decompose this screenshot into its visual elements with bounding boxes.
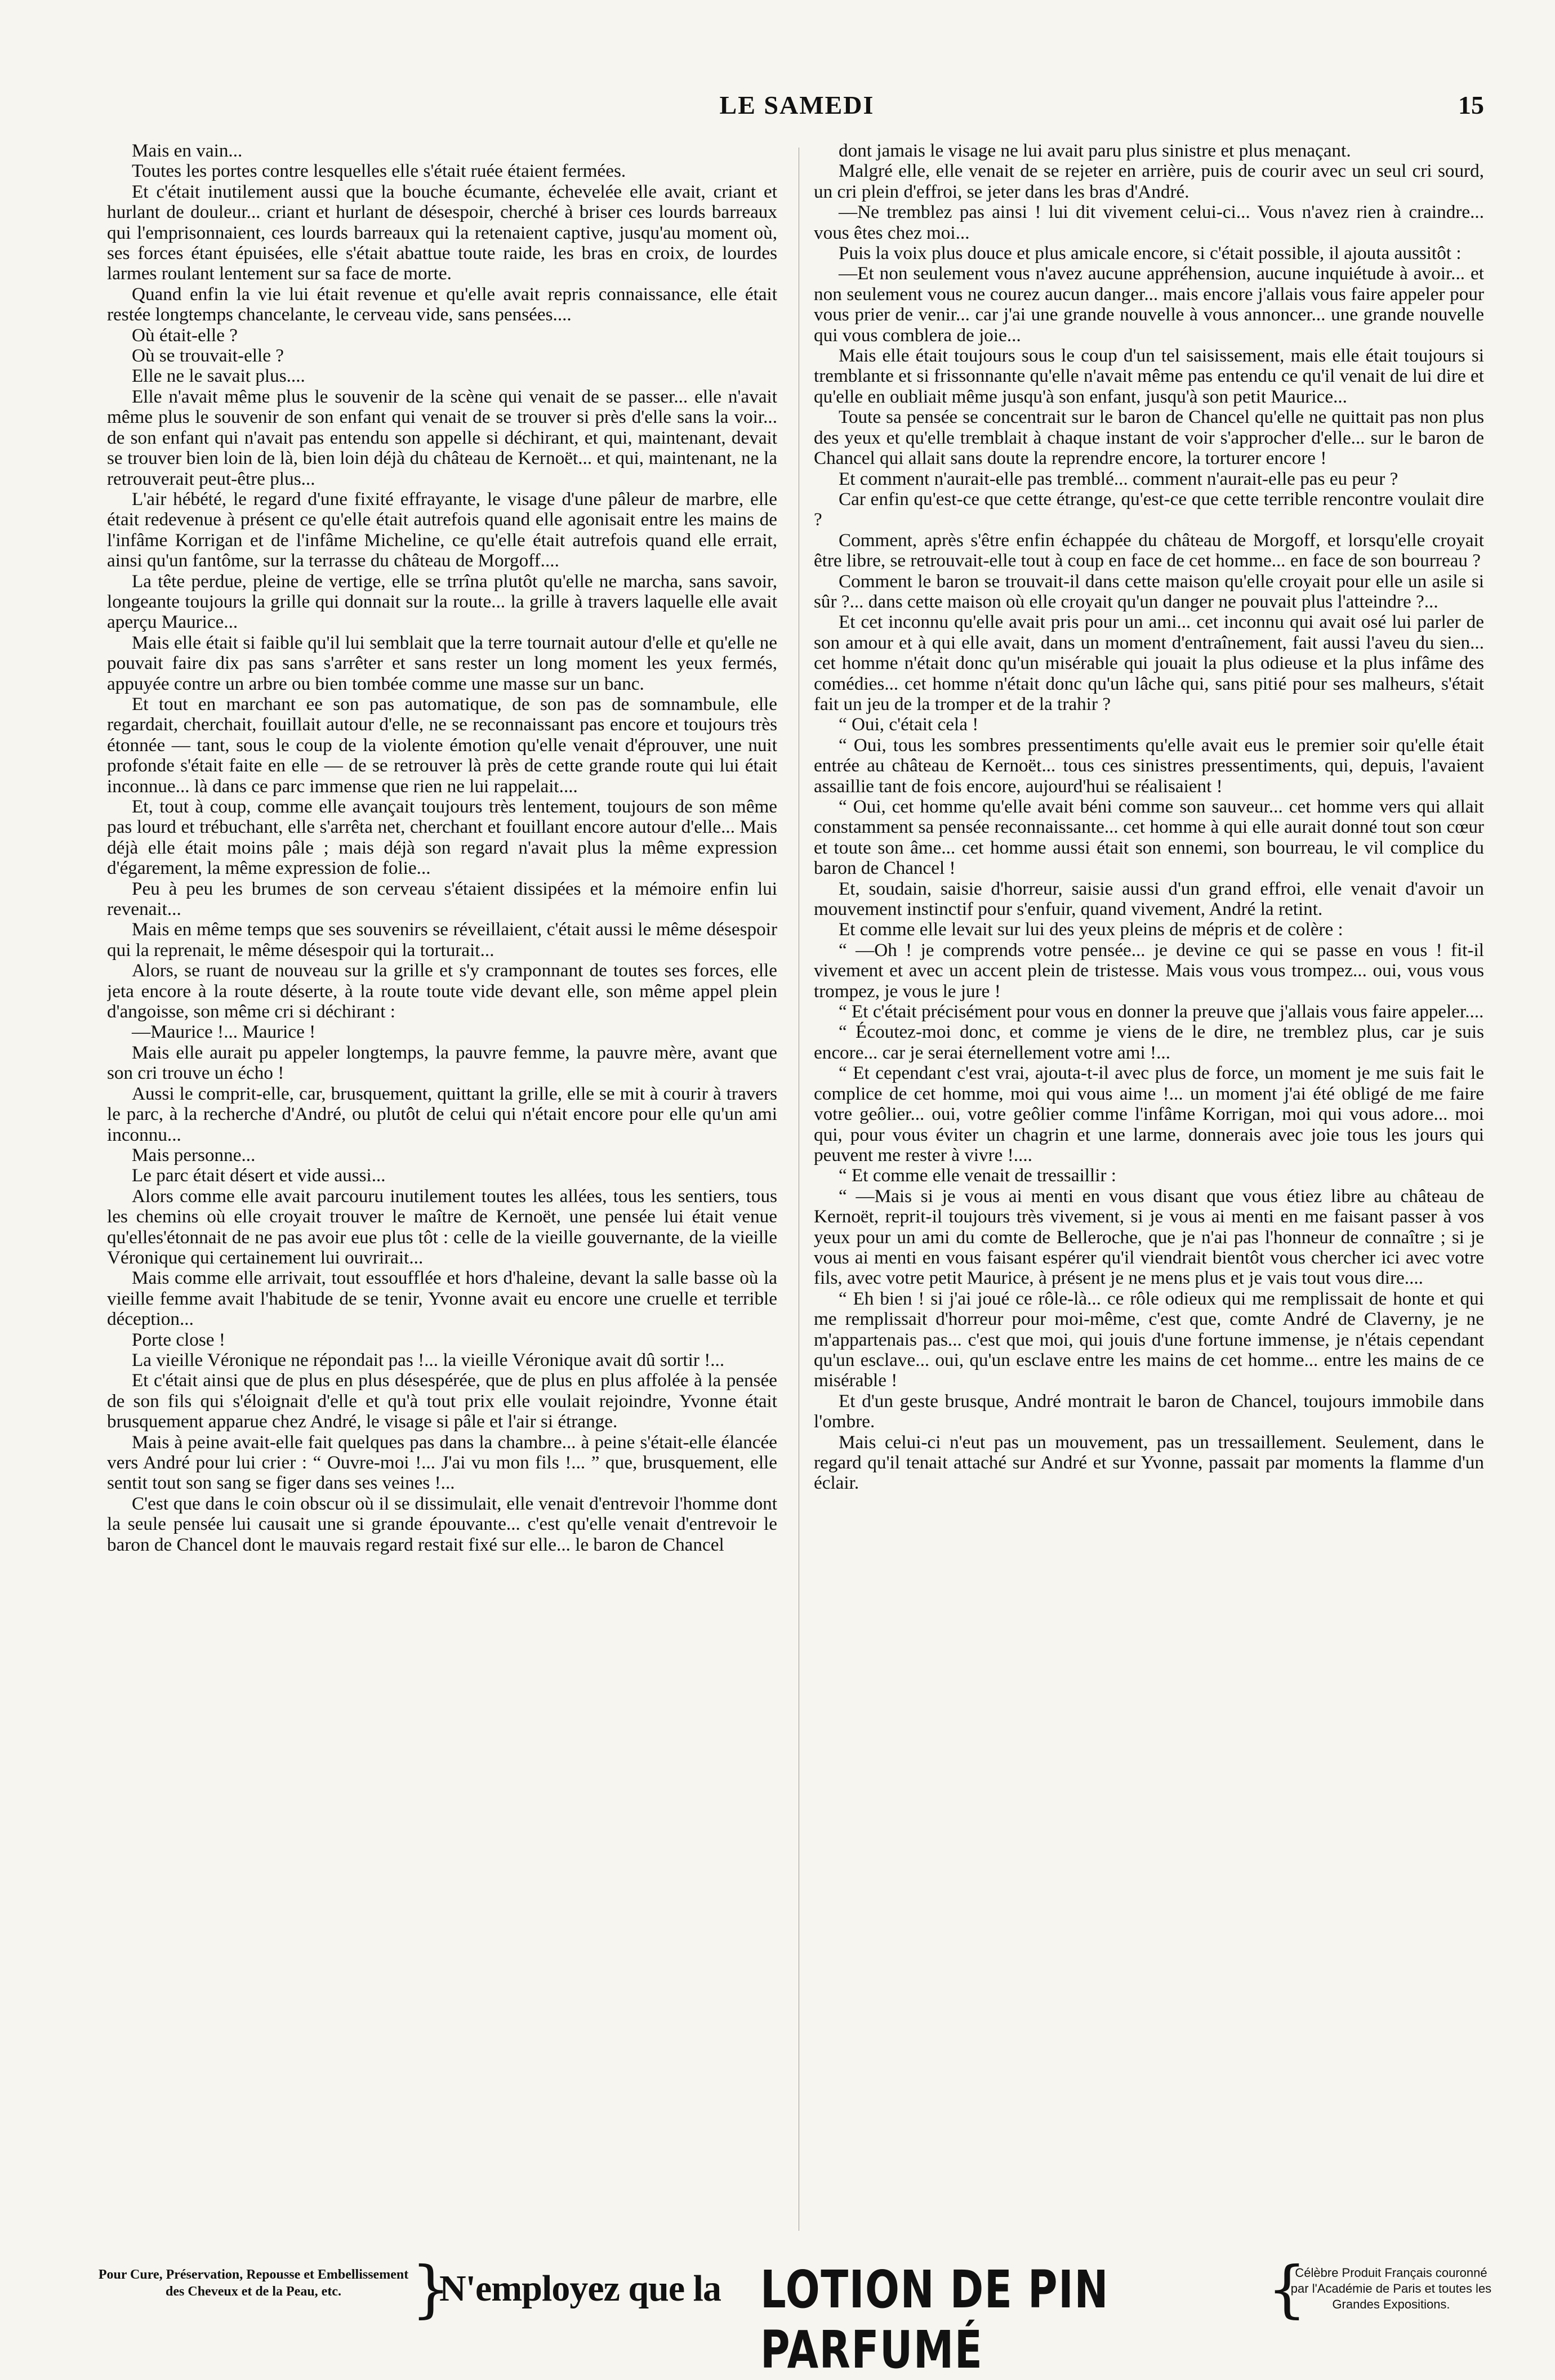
paragraph: Et c'était inutilement aussi que la bouche écumante, échevelée elle avait, criant et hurlant de douleur... criant et hurlant de désespoir, cherché à briser ces lourds barreaux qui l'emprisonnaient, ces lourds barreaux qui la retenaient captive, jusqu'au moment où, ses forces étant épuisées, elle s'était abattue toute raide, les bras en croix, de lourdes larmes roulant lentement sur sa face de morte. bbox=[107, 181, 777, 284]
ad-product-name: LOTION DE PIN PARFUMÉ bbox=[760, 2260, 1110, 2380]
right-text-column bbox=[814, 141, 1484, 2224]
paragraph: —Maurice !... Maurice ! bbox=[132, 1021, 316, 1043]
paragraph: Mais elle était toujours sous le coup d'un tel saisissement, mais elle était toujours si tremblante et si frissonnante qu'elle n'avait même pas entendu ce qu'il venait de lui dire et qu'elle en oubliait même jusqu'à son enfant, jusqu'à son petit Maurice... bbox=[814, 345, 1484, 407]
journal-title: LE SAMEDI bbox=[719, 91, 875, 119]
ad-left-brace: } bbox=[411, 2253, 451, 2325]
ad-right-brace: { bbox=[1267, 2253, 1307, 2325]
paragraph: “ Eh bien ! si j'ai joué ce rôle-là... ce rôle odieux qui me remplissait de honte et qui me remplissait d'horreur pour moi-même, c'est que, comte André de Claverny, je ne m'appartenais pas... c'est que moi, qui jouis d'une fortune immense, je n'étais cependant qu'un esclave... oui, qu'un esclave entre les mains de cet homme... entre les mains de ce misérable ! bbox=[814, 1288, 1484, 1391]
paragraph: Mais en même temps que ses souvenirs se réveillaient, c'était aussi le même désespoir qui la reprenait, le même désespoir qui la torturait... bbox=[107, 919, 777, 961]
paragraph: “ Écoutez-moi donc, et comme je viens de le dire, ne tremblez plus, car je suis encore... car je serai éternellement votre ami !... bbox=[814, 1021, 1484, 1063]
ad-slogan: N'employez que la bbox=[439, 2268, 721, 2309]
paragraph: Peu à peu les brumes de son cerveau s'étaient dissipées et la mémoire enfin lui revenait... bbox=[107, 878, 777, 920]
paragraph: “ Oui, tous les sombres pressentiments qu'elle avait eus le premier soir qu'elle était entrée au château de Kernoët... tous ces sinistres pressentiments, qui, depuis, l'avaient assaillie tant de fois encore, aujourd'hui se réalisaient ! bbox=[814, 734, 1484, 797]
paragraph: Et, tout à coup, comme elle avançait toujours très lentement, toujours de son même pas lourd et trébuchant, elle s'arrêta net, cherchant et fouillant encore autour d'elle... Mais déjà elle était moins pâle ; mais déjà son regard n'avait plus la même expression d'égarement, la même expression de folie... bbox=[107, 796, 777, 879]
paragraph: dont jamais le visage ne lui avait paru plus sinistre et plus menaçant. bbox=[839, 141, 1351, 161]
paragraph: La tête perdue, pleine de vertige, elle se trrîna plutôt qu'elle ne marcha, sans savoir, longeante toujours la grille qui donnait sur la route... la grille à travers laquelle elle avait aperçu Maurice... bbox=[107, 570, 777, 633]
paragraph: La vieille Véronique ne répondait pas !... la vieille Véronique avait dû sortir !... bbox=[132, 1349, 725, 1370]
paragraph: Mais celui-ci n'eut pas un mouvement, pas un tressaillement. Seulement, dans le regard qu'il tenait attaché sur André et sur Yvonne, passait par moments la flamme d'un éclair. bbox=[814, 1431, 1484, 1494]
paragraph: Car enfin qu'est-ce que cette étrange, qu'est-ce que cette terrible rencontre voulait dire ? bbox=[814, 488, 1484, 530]
page-number: 15 bbox=[1458, 91, 1484, 119]
paragraph: Alors, se ruant de nouveau sur la grille et s'y cramponnant de toutes ses forces, elle jeta encore à la route déserte, à la route toute vide devant elle, son même appel plein d'angoisse, son même cri si déchirant : bbox=[107, 960, 777, 1022]
advertisement-banner bbox=[96, 2253, 1492, 2380]
paragraph: Porte close ! bbox=[132, 1329, 225, 1350]
paragraph: Toute sa pensée se concentrait sur le baron de Chancel qu'elle ne quittait pas non plus des yeux et qu'elle tremblait à chaque instant de voir s'approcher d'elle... sur le baron de Chancel qui allait sans doute la reprendre encore, la torturer encore ! bbox=[814, 407, 1484, 469]
ad-right-text: Célèbre Produit Français couronné par l'Académie de Paris et toutes les Grandes Expositions. bbox=[1290, 2266, 1492, 2311]
paragraph: Elle n'avait même plus le souvenir de la scène qui venait de se passer... elle n'avait même plus le souvenir de son enfant qui venait de se trouver si près d'elle sans la voir... de son enfant qui n'avait pas entendu son appelle si déchirant, et qui, maintenant, devait se trouver bien loin de là, bien loin déjà du château de Kernoët... et qui, maintenant, ne la retrouverait peut-être plus... bbox=[107, 386, 777, 489]
paragraph: Elle ne le savait plus.... bbox=[132, 365, 305, 387]
paragraph: Mais elle aurait pu appeler longtemps, la pauvre femme, la pauvre mère, avant que son cri trouve un écho ! bbox=[107, 1042, 777, 1084]
paragraph: Et, soudain, saisie d'horreur, saisie aussi d'un grand effroi, elle venait d'avoir un mouvement instinctif pour s'enfuir, quand vivement, André la retint. bbox=[814, 878, 1484, 920]
paragraph: Où était-elle ? bbox=[132, 324, 238, 346]
paragraph: “ Et c'était précisément pour vous en donner la preuve que j'allais vous faire appeler.... bbox=[839, 1001, 1484, 1022]
left-text-column bbox=[107, 141, 777, 2224]
paragraph: Et cet inconnu qu'elle avait pris pour un ami... cet inconnu qui avait osé lui parler de son amour et à qui elle avait, dans un moment d'entraînement, fait aussi l'aveu du sien... cet homme n'était donc qu'un misérable qui jouait la plus odieuse et la plus infâme des comédies... cet homme n'était donc qu'un lâche qui, sans pitié pour ses malheurs, s'était fait un jeu de la tromper et de la trahir ? bbox=[814, 611, 1484, 715]
paragraph: L'air hébété, le regard d'une fixité effrayante, le visage d'une pâleur de marbre, elle était redevenue à présent ce qu'elle était autrefois quand elle agonisait entre les mains de l'infâme Korrigan et de l'infâme Micheline, ce qu'elle était autrefois quand elle errait, ainsi qu'un fantôme, sur la terrasse du château de Morgoff.... bbox=[107, 488, 777, 571]
paragraph: Mais en vain... bbox=[132, 141, 243, 161]
paragraph: “ Oui, cet homme qu'elle avait béni comme son sauveur... cet homme vers qui allait constamment sa pensée reconnaissante... cet homme à qui elle aurait donné tout son cœur et toute son âme... cet homme aussi était son ennemi, son bourreau, le vil complice du baron de Chancel ! bbox=[814, 796, 1484, 879]
paragraph: Aussi le comprit-elle, car, brusquement, quittant la grille, elle se mit à courir à travers le parc, à la recherche d'André, ou plutôt de celui qui n'était encore pour elle qu'un ami inconnu... bbox=[107, 1083, 777, 1145]
ad-left-text: Pour Cure, Préservation, Repousse et Embellissement des Cheveux et de la Peau, etc. bbox=[98, 2267, 409, 2299]
paragraph: Et tout en marchant ee son pas automatique, de son pas de somnambule, elle regardait, cherchait, fouillait autour d'elle, ne se reconnaissant pas encore et toujours très étonnée — tant, sous le coup de la violente émotion qu'elle venait d'éprouver, une nuit profonde s'était faite en elle — de se retrouver là près de cette grande route qui lui était inconnue... là dans ce parc immense que rien ne lui rappelait.... bbox=[107, 693, 777, 797]
paragraph: “ —Mais si je vous ai menti en vous disant que vous étiez libre au château de Kernoët, reprit-il toujours très vivement, si je vous ai menti en me faisant passer à vos yeux pour un ami du comte de Belleroche, que je n'ai pas l'honneur de connaître ; si je vous ai menti en vous faisant espérer qu'il viendrait bientôt vous chercher ici avec votre fils, avec votre petit Maurice, à présent je ne mens plus et je vais tout vous dire.... bbox=[814, 1185, 1484, 1289]
paragraph: Quand enfin la vie lui était revenue et qu'elle avait repris connaissance, elle était restée longtemps chancelante, le cerveau vide, sans pensées.... bbox=[107, 283, 777, 325]
paragraph: “ Et cependant c'est vrai, ajouta-t-il avec plus de force, un moment je me suis fait le complice de cet homme, moi qui vous aime !... un moment j'ai été obligé de me faire votre geôlier... oui, votre geôlier comme l'infâme Korrigan, moi qui vous adore... moi qui, pour vous éviter un chagrin et une larme, donnerais avec joie tous les jours qui peuvent me rester à vivre !.... bbox=[814, 1062, 1484, 1166]
paragraph: Puis la voix plus douce et plus amicale encore, si c'était possible, il ajouta aussitôt : bbox=[839, 243, 1462, 264]
paragraph: Alors comme elle avait parcouru inutilement toutes les allées, tous les sentiers, tous les chemins où elle croyait trouver le maître de Kernoët, une pensée lui était venue qu'elles'étonnait de ne pas avoir eue plus tôt : celle de la vieille gouvernante, de la vieille Véronique qui certainement lui ouvrirait... bbox=[107, 1185, 777, 1268]
paragraph: C'est que dans le coin obscur où il se dissimulait, elle venait d'entrevoir l'homme dont la seule pensée lui causait une si grande épouvante... c'est qu'elle venait d'entrevoir le baron de Chancel dont le mauvais regard restait fixé sur elle... le baron de Chancel bbox=[107, 1493, 777, 1555]
paragraph: Mais à peine avait-elle fait quelques pas dans la chambre... à peine s'était-elle élancée vers André pour lui crier : “ Ouvre-moi !... J'ai vu mon fils !... ” que, brusquement, elle sentit tout son sang se figer dans ses veines !... bbox=[107, 1431, 777, 1494]
paragraph: Malgré elle, elle venait de se rejeter en arrière, puis de courir avec un seul cri sourd, un cri plein d'effroi, se jeter dans les bras d'André. bbox=[814, 160, 1484, 202]
paragraph: “ —Oh ! je comprends votre pensée... je devine ce qui se passe en vous ! fit-il vivement et avec un accent plein de tristesse. Mais vous vous trompez... oui, vous vous trompez, je vous le jure ! bbox=[814, 939, 1484, 1002]
paragraph: Et comment n'aurait-elle pas tremblé... comment n'aurait-elle pas eu peur ? bbox=[839, 468, 1398, 489]
paragraph: Le parc était désert et vide aussi... bbox=[132, 1165, 386, 1186]
paragraph: Et d'un geste brusque, André montrait le baron de Chancel, toujours immobile dans l'ombre. bbox=[814, 1390, 1484, 1432]
paragraph: —Ne tremblez pas ainsi ! lui dit vivement celui-ci... Vous n'avez rien à craindre... vous êtes chez moi... bbox=[814, 202, 1484, 243]
paragraph: Comment, après s'être enfin échappée du château de Morgoff, et lorsqu'elle croyait être libre, se retrouvait-elle tout à coup en face de cet homme... en face de son bourreau ? bbox=[814, 529, 1484, 571]
paragraph: Et comme elle levait sur lui des yeux pleins de mépris et de colère : bbox=[839, 919, 1343, 940]
paragraph: Mais personne... bbox=[132, 1144, 256, 1166]
page-header bbox=[104, 84, 1490, 124]
paragraph: Mais comme elle arrivait, tout essoufflée et hors d'haleine, devant la salle basse où la vieille femme avait l'habitude de se tenir, Yvonne avait eu encore une cruelle et terrible déception... bbox=[107, 1267, 777, 1330]
paragraph: “ Oui, c'était cela ! bbox=[839, 714, 979, 735]
paragraph: Comment le baron se trouvait-il dans cette maison qu'elle croyait pour elle un asile si sûr ?... dans cette maison où elle croyait qu'un danger ne pouvait plus l'atteindre ?... bbox=[814, 570, 1484, 612]
paragraph: Et c'était ainsi que de plus en plus désespérée, que de plus en plus affolée à la pensée de son fils qui s'éloignait d'elle et qu'à tout prix elle voulait rejoindre, Yvonne était brusquement apparue chez André, le visage si pâle et l'air si étrange. bbox=[107, 1370, 777, 1432]
paragraph: Toutes les portes contre lesquelles elle s'était ruée étaient fermées. bbox=[132, 160, 626, 182]
paragraph: Mais elle était si faible qu'il lui semblait que la terre tournait autour d'elle et qu'elle ne pouvait faire dix pas sans s'arrêter et sans rester un long moment les yeux fermés, appuyée contre un arbre ou bien tombée comme une masse sur un banc. bbox=[107, 632, 777, 694]
paragraph: —Et non seulement vous n'avez aucune appréhension, aucune inquiétude à avoir... et non seulement vous ne courez aucun danger... mais encore j'allais vous faire appeler pour vous prier de venir... car j'ai une grande nouvelle à vous annoncer... une grande nouvelle qui vous comblera de joie... bbox=[814, 263, 1484, 346]
paragraph: Où se trouvait-elle ? bbox=[132, 345, 284, 367]
paragraph: “ Et comme elle venait de tressaillir : bbox=[839, 1165, 1117, 1186]
